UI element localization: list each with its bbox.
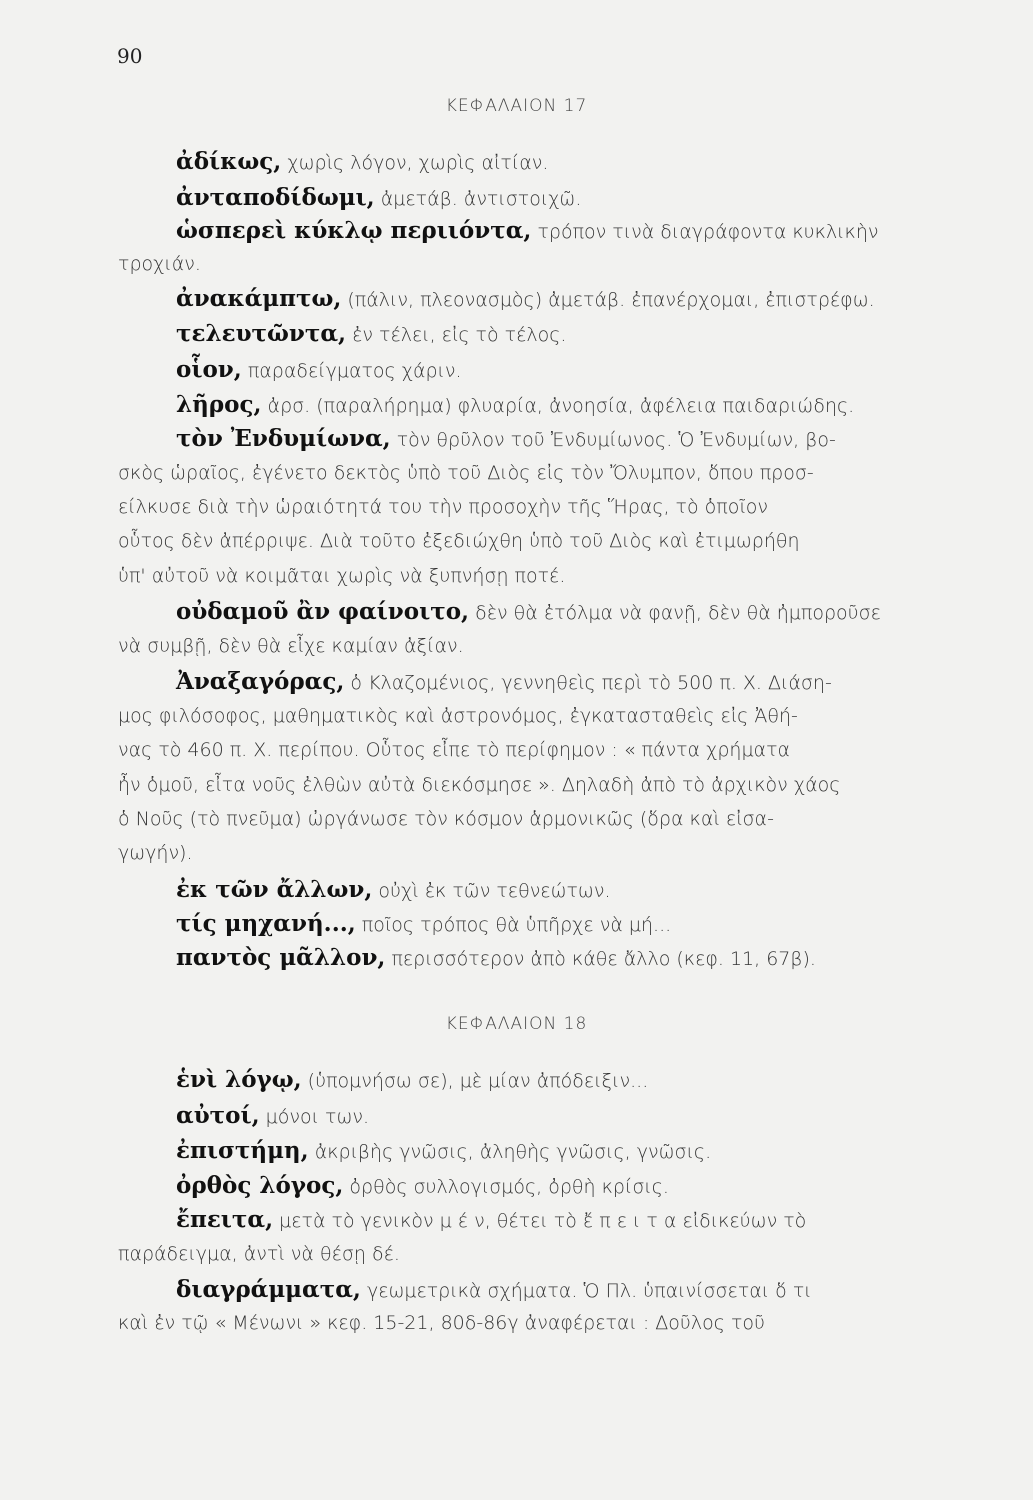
definition-text: ἀκριβὴς γνῶσις, ἀληθὴς γνῶσις, γνῶσις. [308,1141,712,1163]
headword: ὡσπερεὶ κύκλῳ περιιόντα, [176,217,532,244]
entry-continuation [118,1241,400,1265]
entry-continuation [118,251,201,275]
entry-continuation [118,528,800,552]
headword: Ἀναξαγόρας, [176,668,345,695]
glossary-entry [176,1066,648,1093]
headword: ἔπειτα, [176,1206,274,1233]
headword: ὀρθὸς λόγος, [176,1172,344,1199]
glossary-entry [176,1206,806,1233]
headword: ἀδίκως, [176,148,282,175]
glossary-entry [176,285,875,312]
glossary-entry [176,425,836,452]
headword: οὐδαμοῦ ἂν φαίνοιτο, [176,598,470,625]
glossary-entry [176,598,881,625]
glossary-entry [176,356,462,383]
glossary-entry [176,320,566,347]
entry-continuation [118,460,814,484]
headword: αὐτοί, [176,1102,260,1129]
glossary-entry [176,876,610,903]
definition-text: είλκυσε διὰ τὴν ὡραιότητά του τὴν προσοχὴν τῆς Ἥρας, τὸ ὁποῖον [118,496,769,518]
chapter-18-heading: ΚΕΦΑΛΑΙΟΝ 18 [445,1014,588,1034]
headword: τίς μηχανή..., [176,910,356,937]
definition-text: τροχιάν. [118,253,201,275]
glossary-entry [176,668,832,695]
definition-text: περισσότερον ἀπὸ κάθε ἄλλο (κεφ. 11, 67β). [385,948,816,970]
glossary-entry [176,1137,711,1164]
headword: τελευτῶντα, [176,320,347,347]
definition-text: (πάλιν, πλεονασμὸς) ἀμετάβ. ἐπανέρχομαι, ἐπιστρέφω. [341,289,875,311]
entry-continuation [118,772,840,796]
entry-continuation [118,840,193,864]
definition-text: μος φιλόσοφος, μαθηματικὸς καὶ ἀστρονόμος, ἐγκατασταθεὶς εἰς Ἀθή- [118,705,798,727]
definition-text: χωρὶς λόγον, χωρὶς αἰτίαν. [281,152,549,174]
headword: ἀνακάμπτω, [176,285,342,312]
glossary-entry [176,1276,812,1303]
definition-text: ὁ Νοῦς (τὸ πνεῦμα) ὠργάνωσε τὸν κόσμον ἁρμονικῶς (ὅρα καὶ εἰσα- [118,808,774,830]
entry-continuation [118,737,790,761]
definition-text: ποῖος τρόπος θὰ ὑπῆρχε νὰ μή... [355,914,672,936]
headword: οἷον, [176,356,242,383]
entry-continuation [118,633,464,657]
headword: ἀνταποδίδωμι, [176,184,375,211]
definition-text: ὑπ' αὐτοῦ νὰ κοιμᾶται χωρὶς νὰ ξυπνήσῃ ποτέ. [118,565,566,587]
definition-text: οὐχὶ ἐκ τῶν τεθνεώτων. [372,880,611,902]
definition-text: νὰ συμβῇ, δὲν θὰ εἶχε καμίαν ἀξίαν. [118,635,464,657]
glossary-entry [176,391,854,418]
definition-text: ἀρσ. (παραλήρημα) φλυαρία, ἀνοησία, ἀφέλεια παιδαριώδης. [261,395,855,417]
entry-continuation [118,703,798,727]
glossary-entry [176,1172,669,1199]
glossary-entry [176,217,878,244]
definition-text: γωγήν). [118,842,193,864]
entry-continuation [118,806,774,830]
definition-text: σκὸς ὡραῖος, ἐγένετο δεκτὸς ὑπὸ τοῦ Διὸς εἰς τὸν Ὄλυμπον, ὅπου προσ- [118,462,814,484]
headword: τὸν Ἐνδυμίωνα, [176,425,391,452]
definition-text: ἦν ὁμοῦ, εἶτα νοῦς ἐλθὼν αὐτὰ διεκόσμησε ». Δηλαδὴ ἀπὸ τὸ ἀρχικὸν χάος [118,774,841,796]
definition-text: (ὑπομνήσω σε), μὲ μίαν ἀπόδειξιν... [301,1070,649,1092]
definition-text: τρόπον τινὰ διαγράφοντα κυκλικὴν [531,221,879,243]
chapter-17-heading: ΚΕΦΑΛΑΙΟΝ 17 [445,96,588,116]
definition-text: ἐν τέλει, εἰς τὸ τέλος. [346,324,567,346]
definition-text: γεωμετρικὰ σχήματα. Ὁ Πλ. ὑπαινίσσεται ὅ τι [360,1280,812,1302]
glossary-entry [176,944,816,971]
definition-text: νας τὸ 460 π. Χ. περίπου. Οὗτος εἶπε τὸ περίφημον : « πάντα χρήματα [118,739,791,761]
headword: λῆρος, [176,391,262,418]
headword: ἑνὶ λόγῳ, [176,1066,302,1093]
glossary-entry [176,184,581,211]
definition-text: ἀμετάβ. ἀντιστοιχῶ. [374,188,582,210]
definition-text: ὁ Κλαζομένιος, γεννηθεὶς περὶ τὸ 500 π. Χ. Διάση- [344,672,832,694]
headword: ἐπιστήμη, [176,1137,309,1164]
entry-continuation [118,494,768,518]
glossary-entry [176,910,671,937]
definition-text: δὲν θὰ ἐτόλμα νὰ φανῇ, δὲν θὰ ἠμποροῦσε [469,602,881,624]
definition-text: παράδειγμα, ἀντὶ νὰ θέσῃ δέ. [118,1243,400,1265]
entry-continuation [118,563,565,587]
entry-continuation [118,1310,765,1334]
page-number: 90 [117,44,143,68]
headword: ἐκ τῶν ἄλλων, [176,876,373,903]
headword: παντὸς μᾶλλον, [176,944,386,971]
headword: διαγράμματα, [176,1276,361,1303]
definition-text: ὀρθὸς συλλογισμός, ὀρθὴ κρίσις. [343,1176,669,1198]
definition-text: μετὰ τὸ γενικὸν μ έ ν, θέτει τὸ ἔ π ε ι τ α εἰδικεύων τὸ [273,1210,807,1232]
definition-text: τὸν θρῦλον τοῦ Ἐνδυμίωνος. Ὁ Ἐνδυμίων, βο- [390,429,836,451]
glossary-entry [176,148,548,175]
definition-text: παραδείγματος χάριν. [241,360,462,382]
definition-text: καὶ ἐν τῷ « Μένωνι » κεφ. 15-21, 80δ-86γ ἀναφέρεται : Δοῦλος τοῦ [118,1312,766,1334]
glossary-entry [176,1102,369,1129]
definition-text: οὗτος δὲν ἀπέρριψε. Διὰ τοῦτο ἐξεδιώχθη ὑπὸ τοῦ Διὸς καὶ ἐτιμωρήθη [118,530,800,552]
definition-text: μόνοι των. [259,1106,370,1128]
